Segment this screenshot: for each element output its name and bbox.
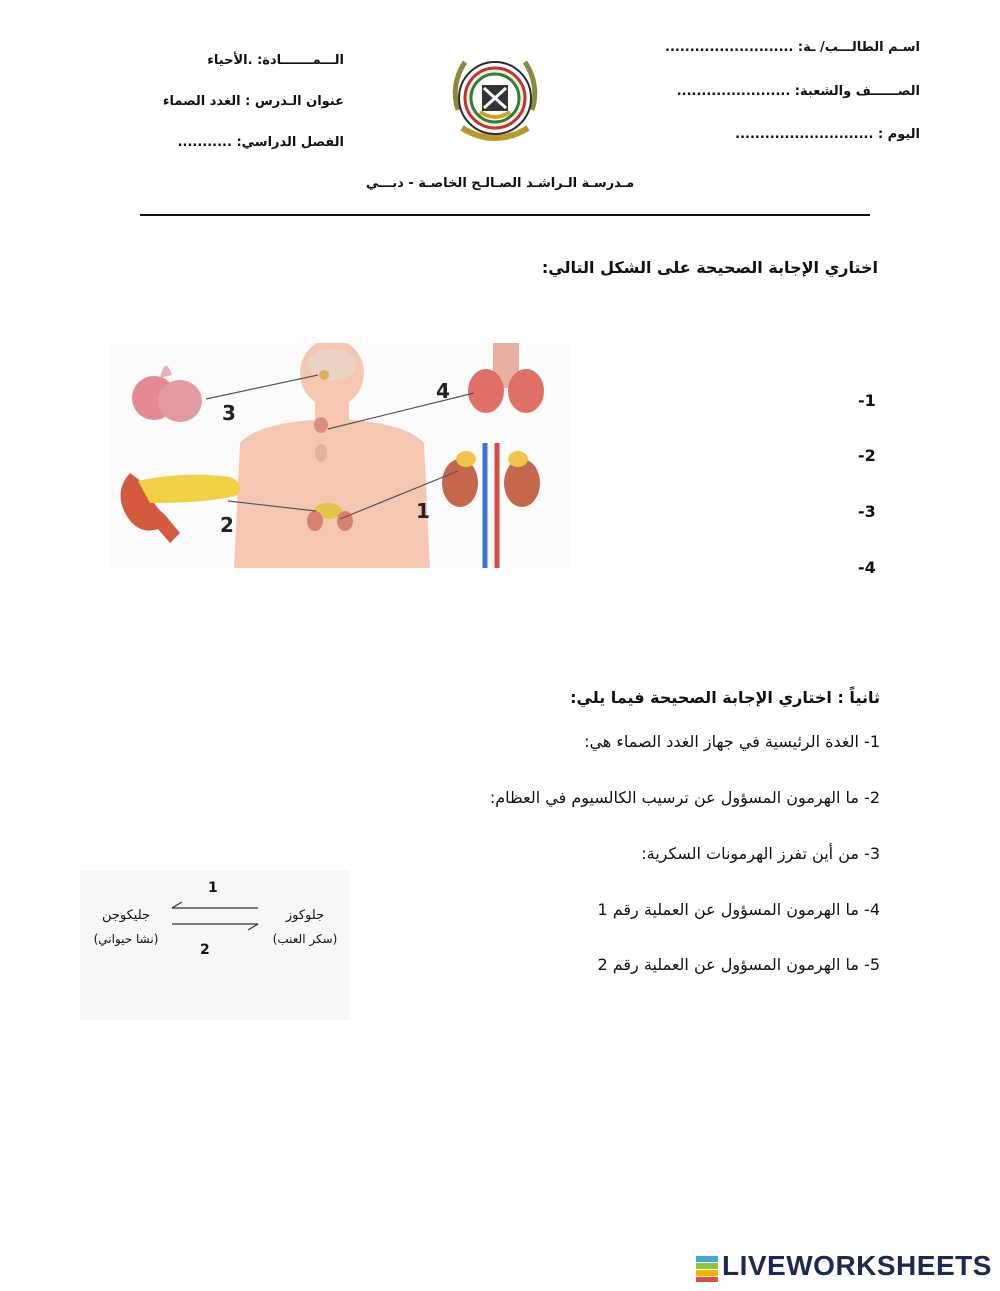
endocrine-glands-figure [110, 343, 570, 568]
answer-number-2: -2 [858, 446, 876, 465]
day-field: اليوم : ............................ [735, 127, 920, 142]
question-2: 2- ما الهرمون المسؤول عن ترسيب الكالسيوم في العظام: [489, 788, 880, 807]
question-4: 4- ما الهرمون المسؤول عن العملية رقم 1 [597, 900, 880, 919]
class-section-field: الصــــــف والشعبة: ....................... [676, 84, 920, 99]
question-3: 3- من أين تفرز الهرمونات السكرية: [641, 844, 880, 863]
header-divider [140, 214, 870, 216]
figure-label-1: 1 [416, 499, 430, 523]
figure-label-4: 4 [436, 379, 450, 403]
badge-text [696, 1256, 697, 1257]
liveworksheets-badge-icon [696, 1256, 718, 1282]
lesson-title-field: عنوان الـدرس : الغدد الصماء [162, 94, 344, 109]
answer-number-1: -1 [858, 391, 876, 410]
figure-label-2: 2 [220, 513, 234, 537]
liveworksheets-logo[interactable]: LIVEWORKSHEETS [722, 1250, 992, 1281]
semester-field: الفصل الدراسي: ........... [177, 135, 344, 150]
endocrine-illustration [110, 343, 570, 568]
question-1: 1- الغدة الرئيسية في جهاز الغدد الصماء هي: [584, 732, 880, 751]
school-logo-emblem [440, 40, 550, 150]
arrow-label-1: 1 [208, 880, 218, 896]
liveworksheets-badge [696, 1256, 718, 1282]
answer-number-4: -4 [858, 558, 876, 577]
section1-instruction: اختاري الإجابة الصحيحة على الشكل التالي: [541, 258, 878, 277]
arrow-label-2: 2 [200, 942, 210, 958]
subject-field: الـــمـــــــادة: .الأحياء [207, 53, 344, 68]
figure-label-3: 3 [222, 401, 236, 425]
answer-number-3: -3 [858, 502, 876, 521]
section2-heading: ثانياً : اختاري الإجابة الصحيحة فيما يلي: [570, 688, 880, 707]
glycogen-term: جليكوجن [101, 908, 151, 923]
glycogen-subtitle: (نشا حيواني) [93, 932, 159, 946]
reversible-arrow-icon [170, 900, 262, 932]
student-name-field: اسـم الطالـــب/ ـة: .......................... [665, 40, 920, 55]
glucose-term: جلوكوز [285, 908, 325, 923]
school-name: مـدرسـة الـراشـد الصـالـح الخاصـة - دبـــي [365, 176, 635, 191]
question-5: 5- ما الهرمون المسؤول عن العملية رقم 2 [597, 955, 880, 974]
logo-text [440, 40, 441, 41]
glucose-subtitle: (سكر العنب) [272, 932, 338, 946]
school-logo [440, 40, 550, 150]
glucose-glycogen-diagram [80, 870, 350, 1020]
